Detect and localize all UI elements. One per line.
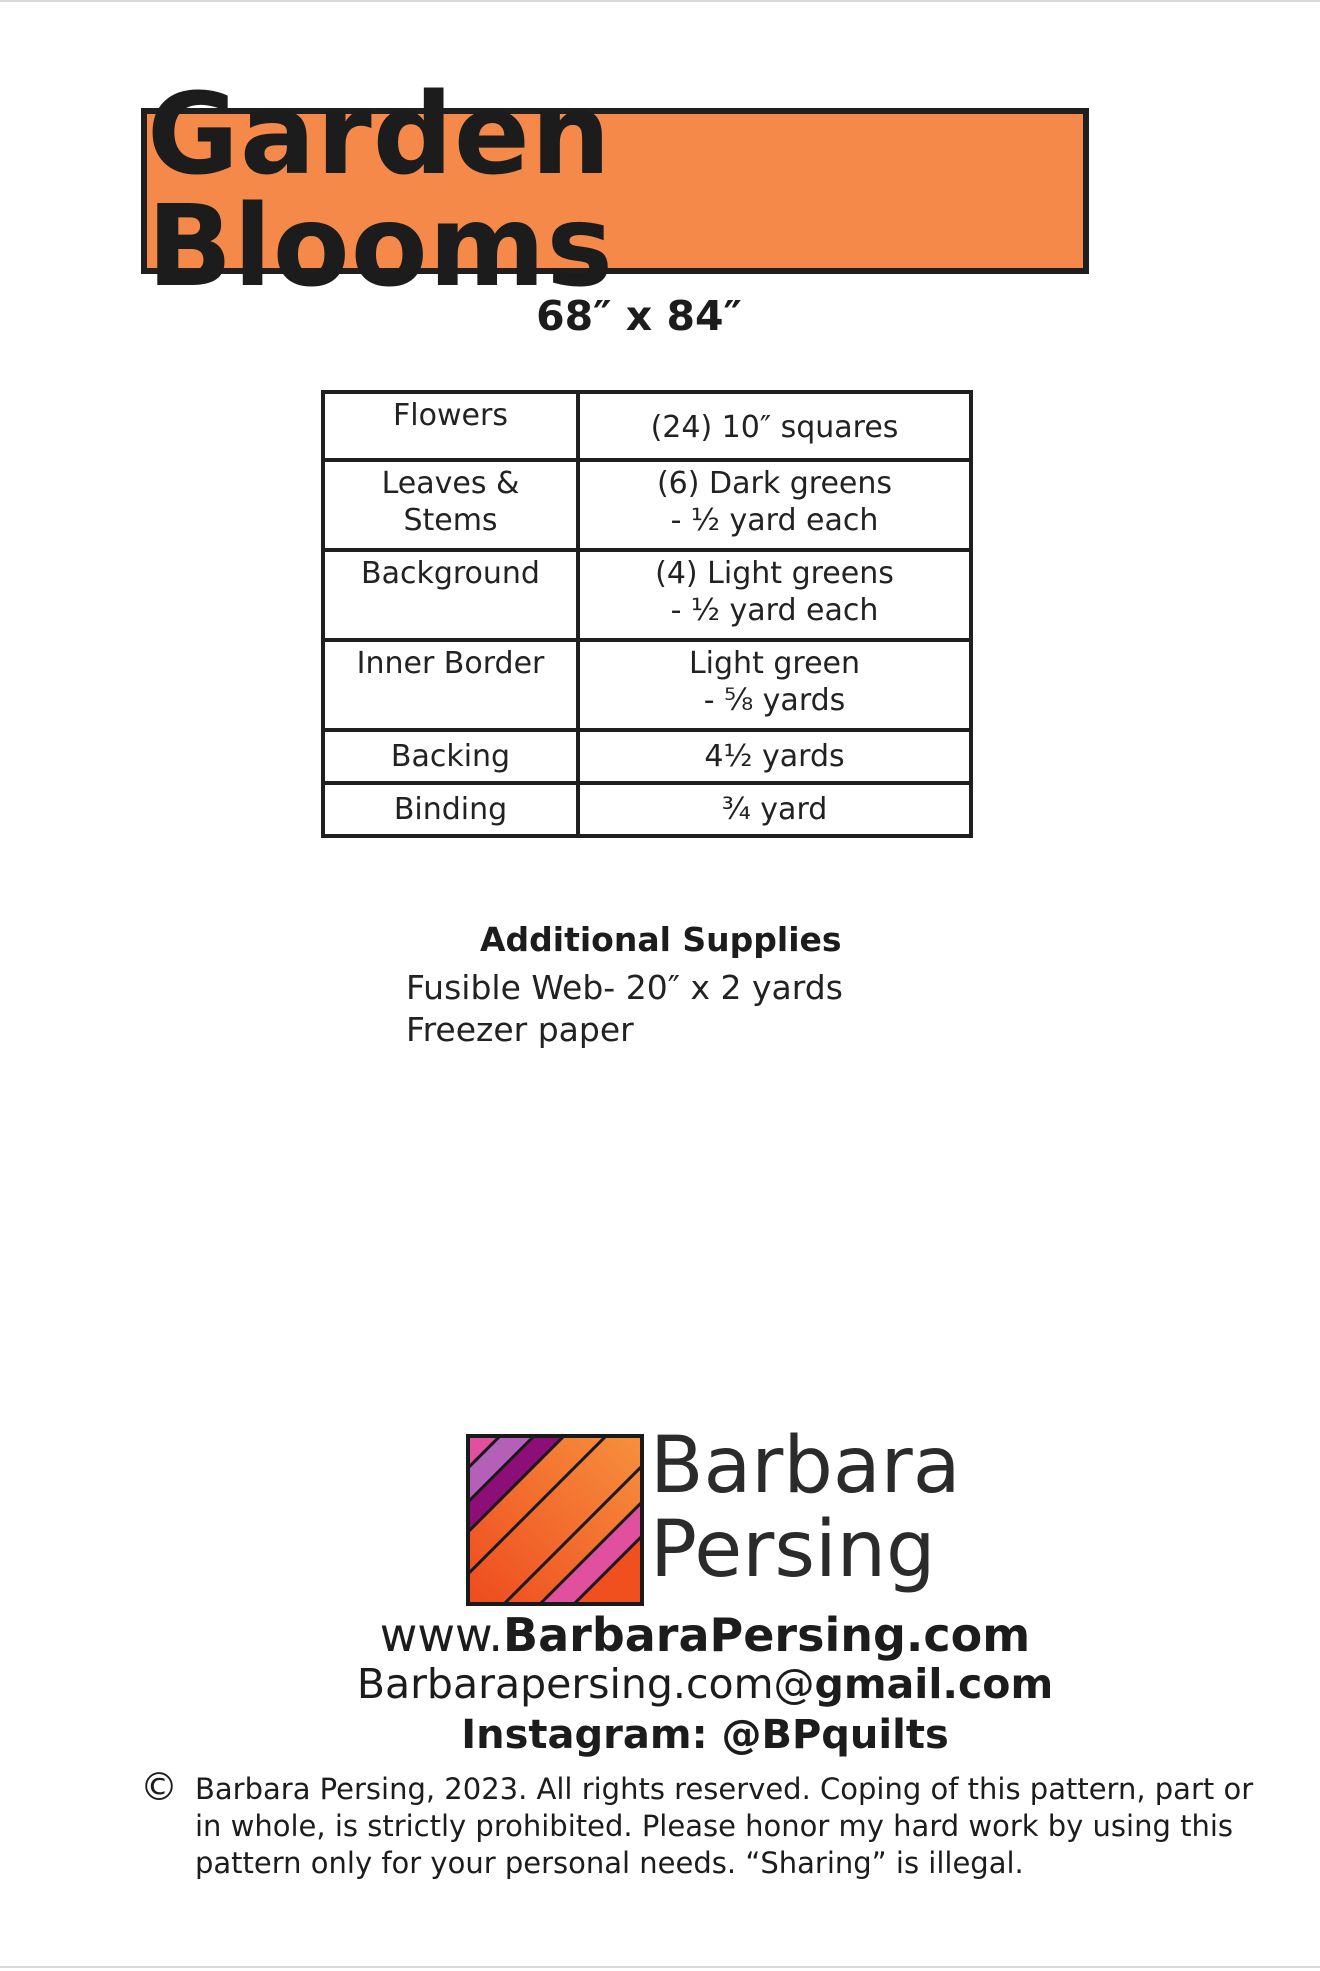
fabric-item: Leaves & Stems (323, 460, 578, 550)
quilt-size: 68″ x 84″ (536, 292, 742, 340)
logo-name-line1: Barbara (650, 1421, 961, 1511)
email-link[interactable] (0, 1660, 1320, 1708)
table-row (323, 460, 971, 550)
table-row (323, 640, 971, 730)
fabric-item: Flowers (323, 392, 578, 460)
logo-name-line2: Persing (650, 1505, 936, 1595)
website-domain: BarbaraPersing.com (503, 1608, 1031, 1662)
fabric-item: Binding (323, 783, 578, 836)
supply-item: Freezer paper (406, 1010, 634, 1049)
fabric-amount: ¾ yard (578, 783, 971, 836)
fabric-item: Inner Border (323, 640, 578, 730)
table-row (323, 550, 971, 640)
logo-wordmark (650, 1421, 961, 1595)
fabric-amount: 4½ yards (578, 730, 971, 783)
table-row (323, 392, 971, 460)
supply-item: Fusible Web- 20″ x 2 yards (406, 968, 843, 1007)
fabric-amount: (6) Dark greens - ½ yard each (578, 460, 971, 550)
email-local-part: Barbarapersing.com@ (356, 1660, 815, 1708)
copyright-icon: © (140, 1765, 178, 1809)
website-prefix: www. (379, 1608, 504, 1662)
fabric-item: Backing (323, 730, 578, 783)
table-row (323, 783, 971, 836)
logo-icon (466, 1434, 644, 1606)
copyright-text: Barbara Persing, 2023. All rights reserved. Coping of this pattern, part or in whole, is strictly prohibited. Please honor my hard work by using this pattern only for your personal needs. “Sharing” is illegal. (195, 1772, 1254, 1880)
website-link[interactable] (0, 1608, 1320, 1662)
fabric-amount: (24) 10″ squares (578, 392, 971, 460)
fabric-amount: Light green - ⅝ yards (578, 640, 971, 730)
instagram-handle[interactable]: Instagram: @BPquilts (461, 1712, 949, 1758)
fabric-amount: (4) Light greens - ½ yard each (578, 550, 971, 640)
fabric-item: Background (323, 550, 578, 640)
pattern-title: Garden Blooms (147, 70, 615, 312)
fabric-requirements-table (321, 390, 973, 838)
additional-supplies-heading: Additional Supplies (480, 920, 842, 959)
top-rule (0, 0, 1320, 2)
title-banner (141, 70, 1089, 312)
table-row (323, 730, 971, 783)
bottom-rule (0, 1966, 1320, 1968)
email-domain: gmail.com (814, 1660, 1054, 1708)
